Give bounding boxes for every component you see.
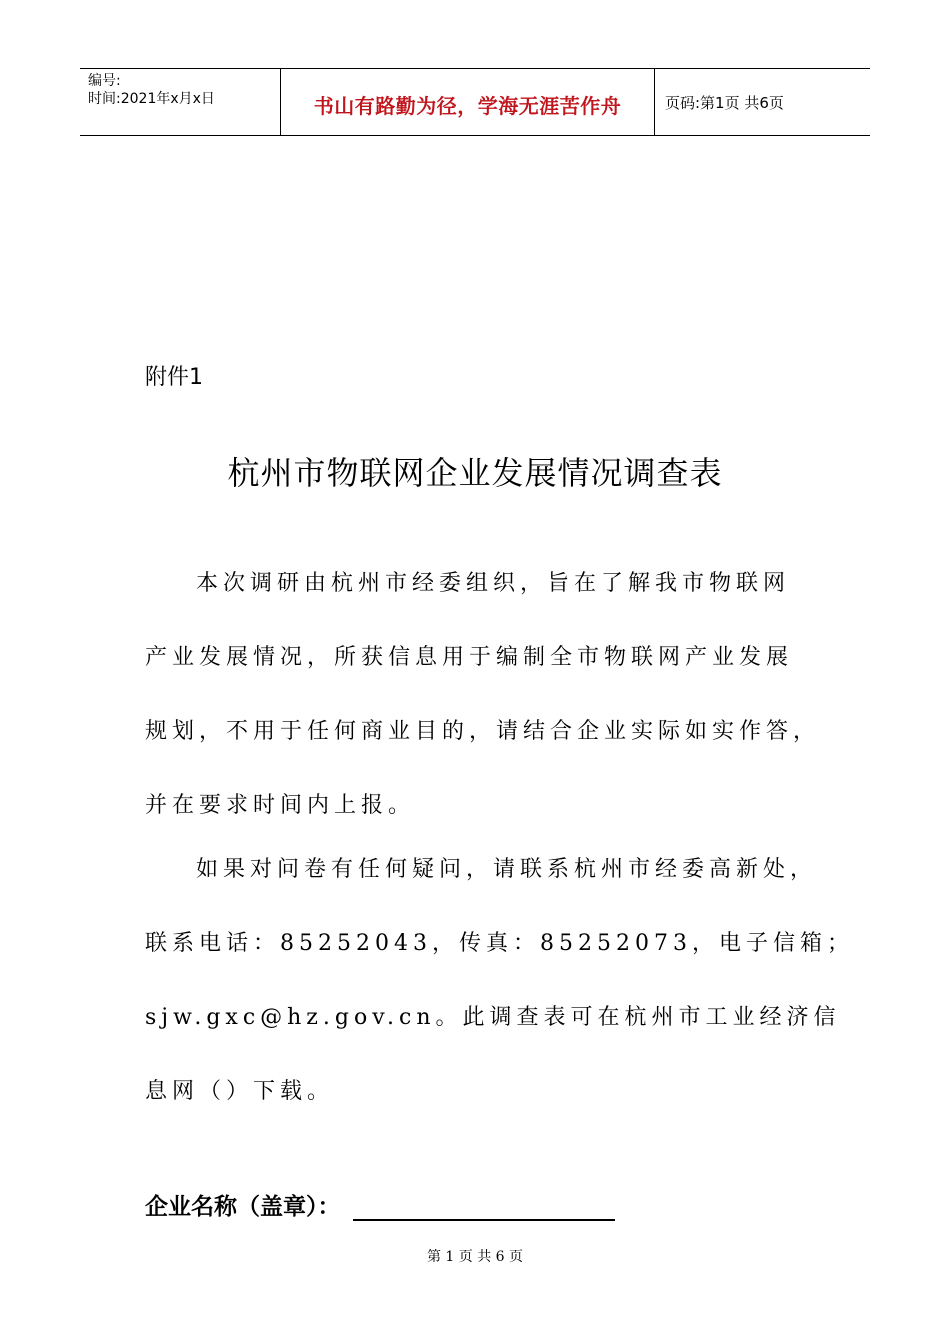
document-title: 杭州市物联网企业发展情况调查表 [227, 454, 723, 492]
company-name-blank[interactable] [353, 1193, 615, 1221]
header-motto: 书山有路勤为径，学海无涯苦作舟 [313, 93, 622, 118]
header-motto-cell [281, 69, 655, 135]
page-header [80, 68, 870, 136]
paragraph-line: 本次调研由杭州市经委组织，旨在了解我市物联网 [196, 571, 791, 596]
paragraph-line: 如果对问卷有任何疑问，请联系杭州市经委高新处， [196, 857, 818, 882]
paragraph-line: 并在要求时间内上报。 [145, 793, 416, 818]
header-page-info: 页码:第1页 共6页 [665, 93, 784, 112]
paragraph-line: 产业发展情况，所获信息用于编制全市物联网产业发展 [145, 645, 794, 670]
paragraph-line: 规划，不用于任何商业目的，请结合企业实际如实作答， [145, 719, 821, 744]
attachment-label: 附件1 [145, 365, 203, 390]
paragraph-line: 联系电话：85252043，传真：85252073，电子信箱； [145, 931, 854, 956]
document-time-label: 时间:2021年x月x日 [88, 91, 215, 107]
paragraph-line: 息网（）下载。 [145, 1079, 335, 1104]
header-meta-cell [80, 69, 281, 135]
paragraph-line: sjw.gxc@hz.gov.cn。此调查表可在杭州市工业经济信 [145, 1005, 841, 1030]
company-name-label: 企业名称（盖章）： [145, 1194, 341, 1220]
header-page-cell [655, 69, 870, 135]
company-name-row [145, 1188, 615, 1221]
document-number-label: 编号: [88, 73, 121, 89]
page-footer: 第 1 页 共 6 页 [426, 1249, 524, 1265]
